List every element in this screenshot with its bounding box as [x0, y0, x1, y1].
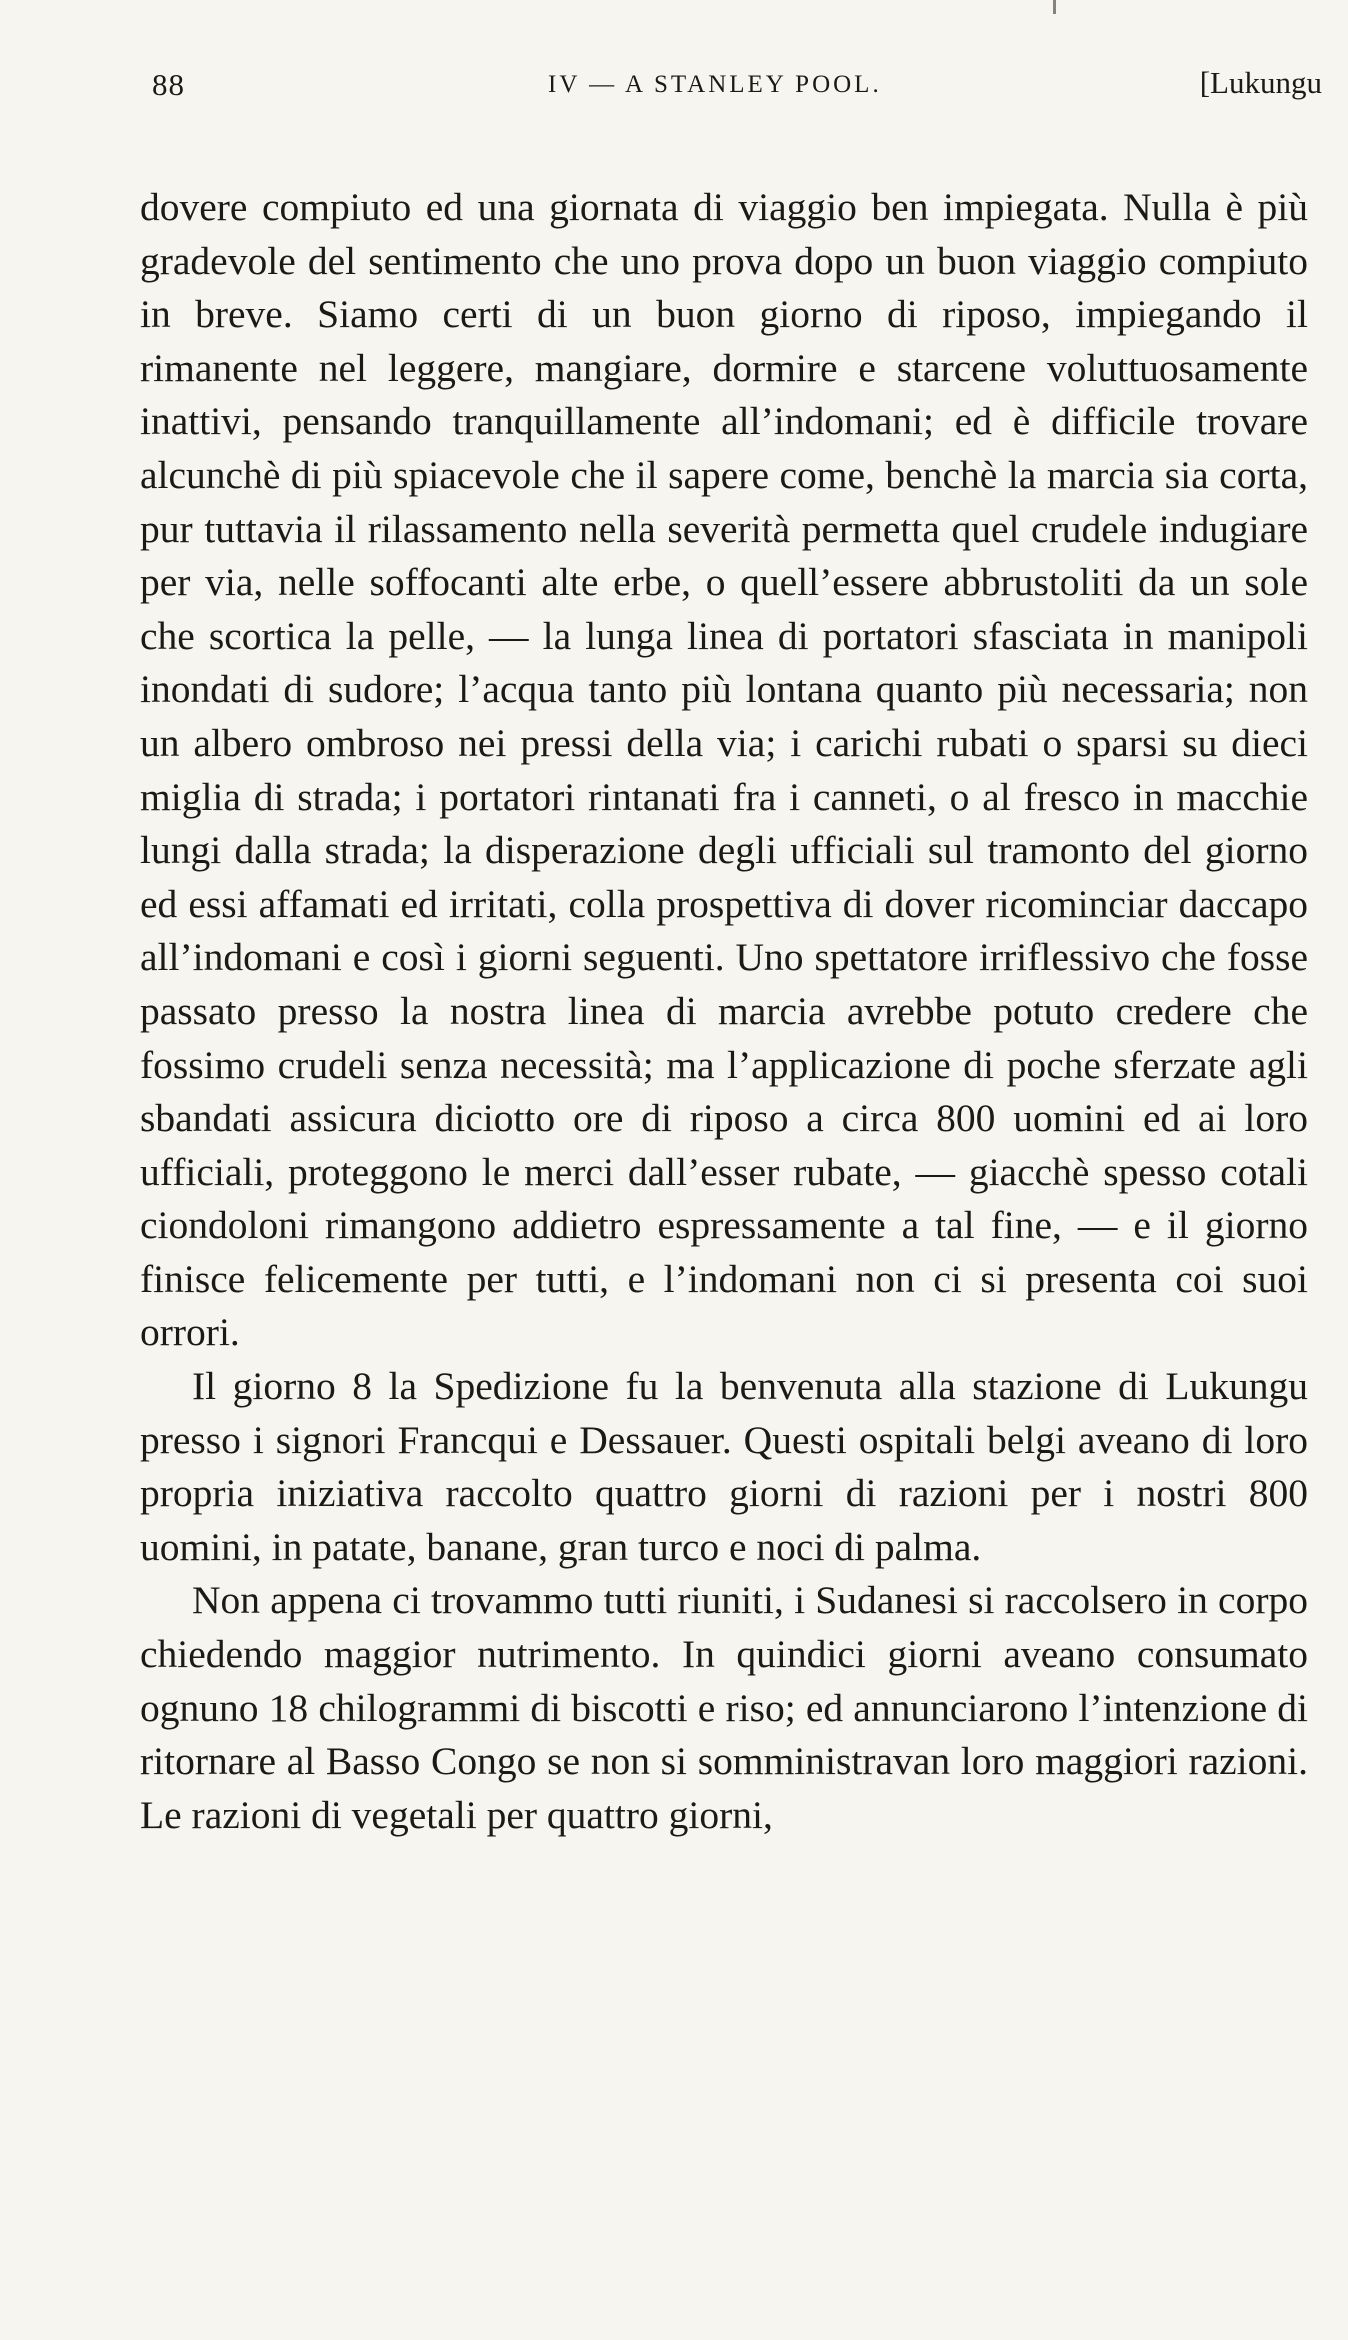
paragraph-1: dovere compiuto ed una giornata di viaggio ben impiegata. Nulla è più gradevole del sentimento che uno prova dopo un buon viaggio compiuto in breve. Siamo certi di un buon giorno di riposo, impiegando il rimanente nel leggere, mangiare, dormire e starcene voluttuosamente inattivi, pensando tranquillamente all’indomani; ed è difficile trovare alcunchè di più spiacevole che il sapere come, benchè la marcia sia corta, pur tuttavia il rilassamento nella severità permetta quel crudele indugiare per via, nelle soffocanti alte erbe, o quell’essere abbrustoliti da un sole che scortica la pelle, — la lunga linea di portatori sfasciata in manipoli inondati di sudore; l’acqua tanto più lontana quanto più necessaria; non un albero ombroso nei pressi della via; i carichi rubati o sparsi su dieci miglia di strada; i portatori rintanati fra i canneti, o al fresco in macchie lungi dalla strada; la disperazione degli ufficiali sul tramonto del giorno ed essi affamati ed irritati, colla prospettiva di dover ricominciar daccapo all’indomani e così i giorni seguenti. Uno spettatore irriflessivo che fosse passato presso la nostra linea di marcia avrebbe potuto credere che fossimo crudeli senza necessità; ma l’applicazione di poche sferzate agli sbandati assicura diciotto ore di riposo a circa 800 uomini ed ai loro ufficiali, proteggono le merci dall’esser rubate, — giacchè spesso cotali ciondoloni rimangono addietro espressamente a tal fine, — e il giorno finisce felicemente per tutti, e l’indomani non ci si presenta coi suoi orrori.	[140, 185, 1308, 1355]
section-label: [Lukungu	[1199, 65, 1322, 100]
running-head	[140, 55, 1322, 115]
book-page	[140, 55, 1322, 1842]
print-mark	[1053, 0, 1056, 14]
page-number: 88	[152, 67, 185, 102]
paragraph-2: Il giorno 8 la Spedizione fu la benvenuta alla stazione di Lukungu presso i signori Francqui e Dessauer. Questi ospitali belgi aveano di loro propria iniziativa raccolto quattro giorni di razioni per i nostri 800 uomini, in patate, banane, gran turco e noci di palma.	[140, 1364, 1308, 1569]
chapter-title: IV — A STANLEY POOL.	[548, 71, 882, 98]
body-text	[140, 181, 1308, 1842]
paragraph-3: Non appena ci trovammo tutti riuniti, i Sudanesi si raccolsero in corpo chiedendo maggior nutrimento. In quindici giorni aveano consumato ognuno 18 chilogrammi di biscotti e riso; ed annunciarono l’intenzione di ritornare al Basso Congo se non si somministravan loro maggiori razioni. Le razioni di vegetali per quattro giorni,	[140, 1578, 1308, 1837]
